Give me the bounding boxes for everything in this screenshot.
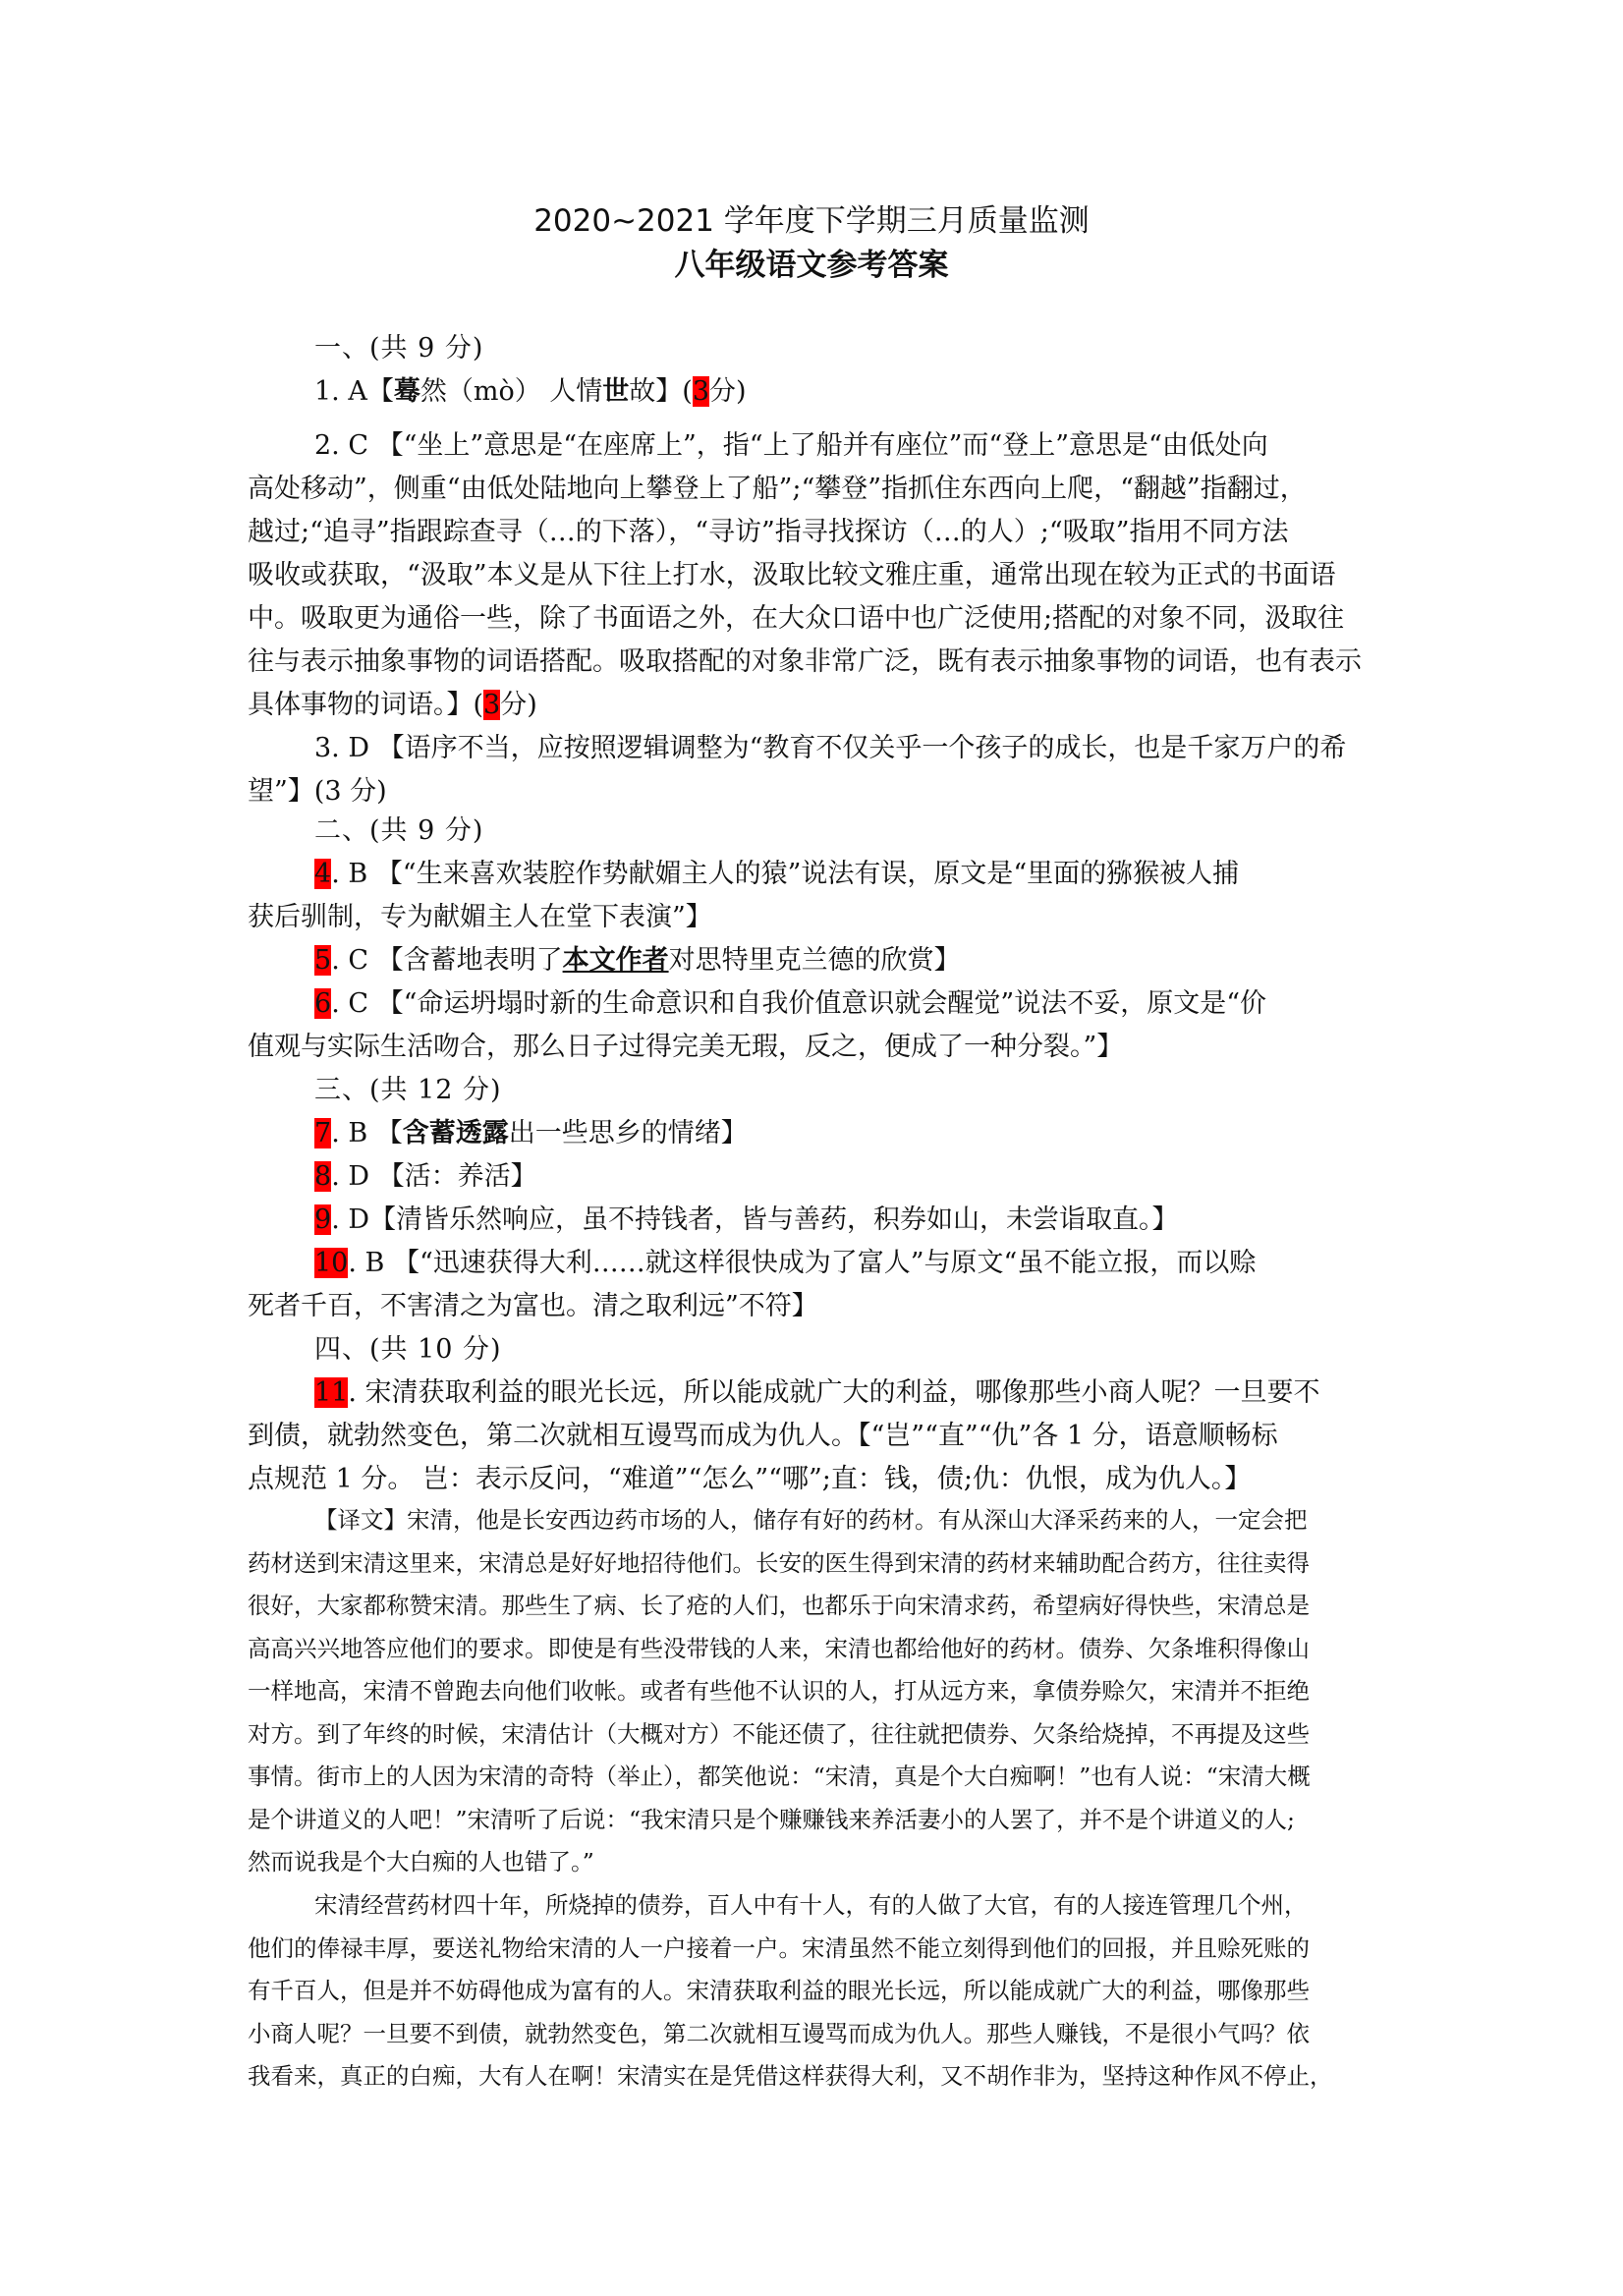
document-subtitle: 八年级语文参考答案 bbox=[674, 248, 949, 283]
score-highlight: 3 bbox=[692, 376, 710, 407]
text-line: 有千百人，但是并不妨碍他成为富有的人。宋清获取利益的眼光长远，所以能成就广大的利益，哪像那些 bbox=[248, 1977, 1310, 2004]
text-line: 宋清经营药材四十年，所烧掉的债券，百人中有十人，有的人做了大官，有的人接连管理几个州， bbox=[314, 1891, 1308, 1919]
text-line: 药材送到宋清这里来，宋清总是好好地招待他们。长安的医生得到宋清的药材来辅助配合药方，往往卖得 bbox=[248, 1548, 1310, 1577]
text-line: 小商人呢？一旦要不到债，就勃然变色，第二次就相互谩骂而成为仇人。那些人赚钱，不是很小气吗？依 bbox=[248, 2019, 1310, 2047]
section-four bbox=[248, 1328, 1387, 1501]
question-number-highlight: 10 bbox=[314, 1248, 349, 1278]
answer-6: 6. C 【“命运坍塌时新的生命意识和自我价值意识就会醒觉”说法不妥，原文是“价 bbox=[314, 988, 1267, 1019]
answer-10: 10. B 【“迅速获得大利……就这样很快成为了富人”与原文“虽不能立报，而以赊 bbox=[314, 1248, 1257, 1278]
text-line bbox=[248, 810, 1387, 853]
text-line: 他们的俸禄丰厚，要送礼物给宋清的人一户接着一户。宋清虽然不能立刻得到他们的回报，并且赊死账的 bbox=[248, 1933, 1310, 1962]
question-number-highlight: 5 bbox=[314, 945, 332, 976]
translation-paragraph-1 bbox=[248, 1499, 1387, 1884]
answer-8: 8. D 【活：养活】 bbox=[314, 1161, 537, 1192]
text-line: 高高兴兴地答应他们的要求。即使是有些没带钱的人来，宋清也都给他好的药材。债券、欠条堆积得像山 bbox=[248, 1634, 1310, 1662]
answer-4: 4. B 【“生来喜欢装腔作势献媚主人的猿”说法有误，原文是“里面的猕猴被人捕 bbox=[314, 859, 1240, 889]
question-number-highlight: 9 bbox=[314, 1204, 332, 1235]
answer-2 bbox=[248, 424, 1387, 813]
text-line: 点规范 1 分。 岂：表示反问，“难道”“怎么”“哪”;直：钱，债;仇：仇恨，成为仇人。】 bbox=[248, 1464, 1252, 1494]
text-line: 3. D 【语序不当，应按照逻辑调整为“教育不仅关乎一个孩子的成长，也是千家万户的希 bbox=[314, 733, 1347, 763]
question-number-highlight: 11 bbox=[314, 1377, 349, 1408]
answer-9: 9. D【清皆乐然响应，虽不持钱者，皆与善药，积券如山，未尝诣取直。】 bbox=[314, 1204, 1179, 1235]
answer-5: 5. C 【含蓄地表明了本文作者对思特里克兰德的欣赏】 bbox=[314, 945, 961, 976]
text-line: 高处移动”，侧重“由低处陆地向上攀登上了船”;“攀登”指抓住东西向上爬，“翻越”指翻过， bbox=[248, 474, 1307, 504]
section-heading: 三、(共 12 分) bbox=[314, 1075, 502, 1105]
text-line: 对方。到了年终的时候，宋清估计（大概对方）不能还债了，往往就把债券、欠条给烧掉，不再提及这些 bbox=[248, 1719, 1310, 1748]
text-line bbox=[248, 1328, 1387, 1372]
question-number-highlight: 4 bbox=[314, 859, 332, 889]
question-number-highlight: 7 bbox=[314, 1118, 332, 1148]
text-line: 很好，大家都称赞宋清。那些生了病、长了疮的人们，也都乐于向宋清求药，希望病好得快些，宋清总是 bbox=[248, 1592, 1310, 1619]
translation-paragraph-2 bbox=[248, 1884, 1387, 2099]
text-line: 越过;“追寻”指跟踪查寻（…的下落），“寻访”指寻找探访（…的人）;“吸取”指用不同方法 bbox=[248, 517, 1289, 547]
section-three bbox=[248, 1069, 1387, 1328]
question-number-highlight: 6 bbox=[314, 988, 332, 1019]
text-line: 中。吸取更为通俗一些，除了书面语之外，在大众口语中也广泛使用;搭配的对象不同，汲取往 bbox=[248, 603, 1345, 634]
text-line: 具体事物的词语。】(3分) bbox=[248, 690, 537, 720]
text-line: 吸收或获取，“汲取”本义是从下往上打水，汲取比较文雅庄重，通常出现在较为正式的书面语 bbox=[248, 560, 1336, 590]
score-highlight: 3 bbox=[483, 690, 501, 720]
text-line: 我看来，真正的白痴，大有人在啊！宋清实在是凭借这样获得大利，又不胡作非为，坚持这种作风不停止， bbox=[248, 2062, 1333, 2090]
answer-1: 1. A【蓦然（mò） 人情世故】(3分) bbox=[314, 376, 747, 407]
text-line: 值观与实际生活吻合，那么日子过得完美无瑕，反之，便成了一种分裂。”】 bbox=[248, 1032, 1124, 1062]
question-number-highlight: 8 bbox=[314, 1161, 332, 1192]
section-two bbox=[248, 810, 1387, 1069]
document-title: 2020~2021 学年度下学期三月质量监测 bbox=[533, 203, 1090, 239]
text-line: 事情。街市上的人因为宋清的奇特（举止），都笑他说：“宋清，真是个大白痴啊！”也有人说：“宋清大概 bbox=[248, 1763, 1311, 1790]
text-line: 然而说我是个大白痴的人也错了。” bbox=[248, 1848, 594, 1876]
section-heading: 一、(共 9 分) bbox=[314, 333, 484, 364]
text-line: 【译文】宋清，他是长安西边药市场的人，储存有好的药材。有从深山大泽采药来的人，一定会把 bbox=[314, 1506, 1308, 1534]
text-line: 望”】(3 分) bbox=[248, 776, 387, 807]
text-line: 到债，就勃然变色，第二次就相互谩骂而成为仇人。【“岂”“直”“仇”各 1 分，语意顺畅标 bbox=[248, 1421, 1278, 1451]
text-line: 2. C 【“坐上”意思是“在座席上”，指“上了船并有座位”而“登上”意思是“由低处向 bbox=[314, 430, 1268, 461]
text-line: 往与表示抽象事物的词语搭配。吸取搭配的对象非常广泛，既有表示抽象事物的词语，也有表示 bbox=[248, 646, 1362, 677]
section-one bbox=[248, 327, 1387, 414]
answer-11: 11. 宋清获取利益的眼光长远，所以能成就广大的利益，哪像那些小商人呢？一旦要不 bbox=[314, 1377, 1320, 1408]
text-line: 死者千百，不害清之为富也。清之取利远”不符】 bbox=[248, 1291, 818, 1321]
section-heading: 二、(共 9 分) bbox=[314, 815, 484, 846]
section-heading: 四、(共 10 分) bbox=[314, 1334, 502, 1365]
answer-7: 7. B 【含蓄透露出一些思乡的情绪】 bbox=[314, 1118, 748, 1148]
text-line bbox=[248, 1069, 1387, 1112]
text-line: 一样地高，宋清不曾跑去向他们收帐。或者有些他不认识的人，打从远方来，拿债券赊欠，宋清并不拒绝 bbox=[248, 1677, 1310, 1705]
text-line: 获后驯制，专为献媚主人在堂下表演”】 bbox=[248, 902, 712, 932]
text-line: 是个讲道义的人吧！”宋清听了后说：“我宋清只是个赚赚钱来养活妻小的人罢了，并不是个讲道义的人; bbox=[248, 1805, 1295, 1833]
